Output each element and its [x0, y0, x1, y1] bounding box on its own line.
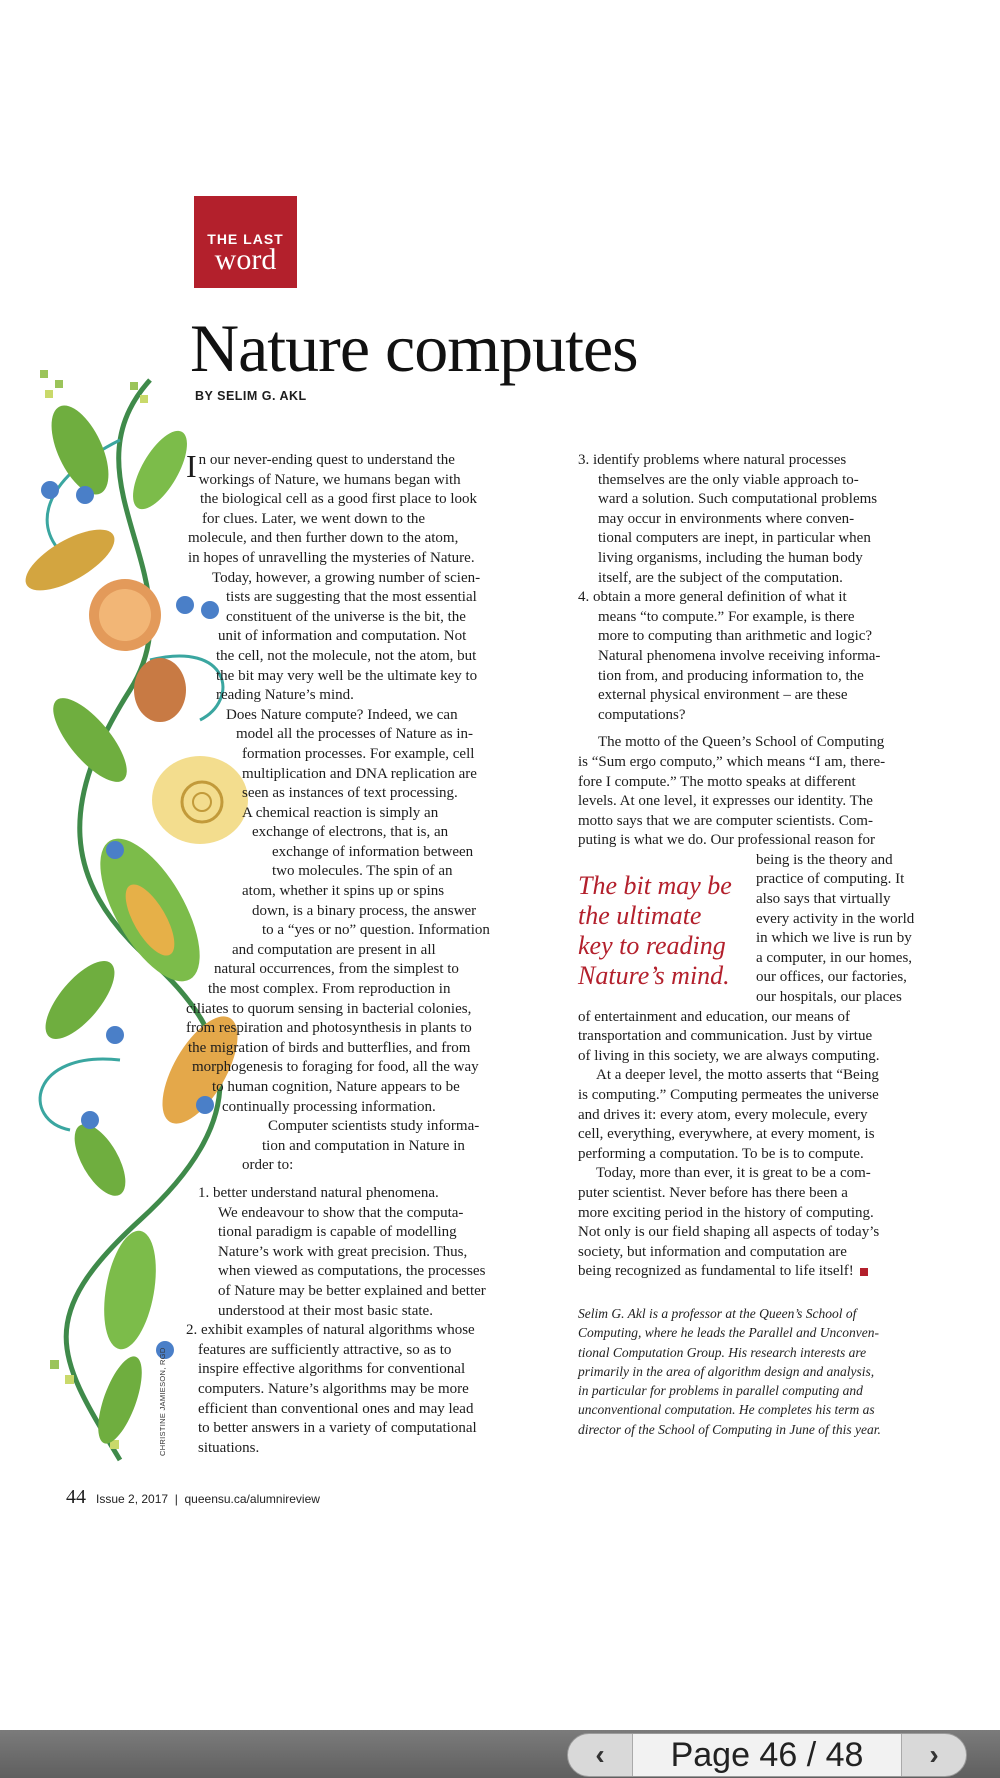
- text-line: tional Computation Group. His research interests are: [578, 1344, 867, 1360]
- text-line: more exciting period in the history of computing.: [578, 1204, 874, 1221]
- text-line: being is the theory and: [756, 851, 893, 868]
- text-line: molecule, and then further down to the atom,: [188, 530, 459, 547]
- text-line: multiplication and DNA replication are: [242, 765, 477, 782]
- text-line: of entertainment and education, our means of: [578, 1008, 850, 1025]
- text-line: natural occurrences, from the simplest to: [214, 961, 459, 978]
- text-line: situations.: [198, 1439, 260, 1456]
- pull-quote-line: Nature’s mind.: [578, 961, 730, 990]
- text-line: unconventional computation. He completes his term as: [578, 1402, 875, 1418]
- text-line: Not only is our field shaping all aspects of today’s: [578, 1224, 880, 1241]
- page-number: 44: [66, 1486, 86, 1508]
- text-line: the biological cell as a good first place to look: [200, 491, 478, 508]
- pull-quote: [578, 871, 738, 991]
- text-line: constituent of the universe is the bit, the: [226, 608, 466, 625]
- section-badge: [194, 196, 297, 288]
- text-line: the migration of birds and butterflies, and from: [188, 1039, 471, 1056]
- text-line: for clues. Later, we went down to the: [202, 510, 426, 527]
- text-line: features are sufficiently attractive, so as to: [198, 1341, 452, 1358]
- text-line: themselves are the only viable approach to-: [598, 471, 859, 488]
- text-line: when viewed as computations, the processes: [218, 1263, 486, 1280]
- text-line: At a deeper level, the motto asserts that “Being: [596, 1067, 879, 1084]
- text-line: transportation and communication. Just by virtue: [578, 1028, 873, 1045]
- text-line: tists are suggesting that the most essential: [226, 589, 477, 606]
- text-line: computations?: [598, 706, 686, 723]
- text-line: fore I compute.” The motto speaks at different: [578, 773, 856, 790]
- text-line: a computer, in our homes,: [756, 949, 913, 966]
- page-indicator[interactable]: Page 46 / 48: [632, 1734, 902, 1776]
- text-line: reading Nature’s mind.: [216, 687, 354, 704]
- text-line: Does Nature compute? Indeed, we can: [226, 706, 458, 723]
- right-column-text-top: [578, 451, 938, 851]
- text-line: primarily in the area of algorithm design and analysis,: [578, 1363, 875, 1379]
- text-line: [186, 1176, 560, 1184]
- text-line: down, is a binary process, the answer: [252, 902, 477, 919]
- next-page-button[interactable]: ›: [929, 1739, 939, 1770]
- text-line: order to:: [242, 1157, 294, 1174]
- text-line: being recognized as fundamental to life itself!: [578, 1262, 938, 1282]
- text-line: to a “yes or no” question. Information: [262, 922, 490, 939]
- text-line: cell, everything, everywhere, at every moment, is: [578, 1126, 875, 1143]
- illustration-credit: CHRISTINE JAMIESON, RGD: [158, 1347, 167, 1456]
- text-line: exchange of information between: [272, 843, 474, 860]
- text-line: itself, are the subject of the computation.: [598, 569, 843, 586]
- text-line: 1. better understand natural phenomena.: [198, 1184, 439, 1201]
- text-line: continually processing information.: [222, 1098, 436, 1115]
- text-line: Today, more than ever, it is great to be a com-: [596, 1165, 871, 1182]
- text-line: tional computers are inept, in particular when: [598, 530, 871, 547]
- text-line: Computer scientists study informa-: [268, 1118, 480, 1135]
- text-line: also says that virtually: [756, 891, 891, 908]
- text-line: to human cognition, Nature appears to be: [212, 1079, 460, 1095]
- text-line: of living in this society, we are always computing.: [578, 1047, 880, 1064]
- right-column-text-bottom: [578, 1008, 938, 1282]
- byline: BY SELIM G. AKL: [195, 389, 307, 403]
- section-badge-line2: word: [214, 243, 277, 276]
- text-line: [578, 725, 938, 733]
- text-line: and computation are present in all: [232, 941, 436, 958]
- text-line: our offices, our factories,: [756, 969, 907, 986]
- text-line: 2. exhibit examples of natural algorithms whose: [186, 1322, 475, 1339]
- text-line: director of the School of Computing in June of this year.: [578, 1421, 881, 1437]
- text-line: to better answers in a variety of computational: [198, 1420, 477, 1437]
- text-line: in which we live is run by: [756, 930, 912, 947]
- pull-quote-line: key to reading: [578, 931, 726, 960]
- text-line: Computing, where he leads the Parallel and Unconven-: [578, 1325, 879, 1341]
- text-line: means “to compute.” For example, is there: [598, 608, 855, 625]
- article-left-column: [186, 448, 560, 1458]
- text-line: every activity in the world: [756, 910, 915, 927]
- text-line: of Nature may be better explained and better: [218, 1282, 486, 1299]
- text-line: morphogenesis to foraging for food, all the way: [192, 1059, 479, 1076]
- pull-quote-line: The bit may be: [578, 871, 732, 900]
- left-column-text: [186, 448, 560, 1458]
- author-bio: [578, 1304, 943, 1439]
- text-line: The motto of the Queen’s School of Computing: [598, 734, 885, 751]
- text-line: A chemical reaction is simply an: [242, 804, 439, 821]
- text-line: may occur in environments where conven-: [598, 510, 855, 527]
- text-line: seen as instances of text processing.: [242, 785, 458, 802]
- text-line: is computing.” Computing permeates the universe: [578, 1087, 879, 1103]
- text-line: unit of information and computation. Not: [218, 628, 467, 645]
- text-line: is “Sum ergo computo,” which means “I am, there-: [578, 753, 886, 770]
- text-line: in particular for problems in parallel computing and: [578, 1383, 863, 1399]
- text-line: the bit may very well be the ultimate key to: [216, 667, 478, 684]
- text-line: puting is what we do. Our professional reason for: [578, 832, 876, 849]
- text-line: atom, whether it spins up or spins: [242, 883, 445, 900]
- pull-quote-line: the ultimate: [578, 901, 702, 930]
- right-column-text-narrow: [756, 851, 938, 1008]
- end-mark-icon: [860, 1268, 868, 1276]
- text-line: 3. identify problems where natural processes: [578, 452, 847, 468]
- text-line: workings of Nature, we humans began with: [198, 471, 461, 488]
- text-line: society, but information and computation are: [578, 1243, 847, 1260]
- text-line: ciliates to quorum sensing in bacterial colonies,: [186, 1000, 472, 1017]
- text-line: Nature’s work with great precision. Thus,: [218, 1243, 468, 1260]
- text-line: Selim G. Akl is a professor at the Queen’s School of: [578, 1306, 857, 1321]
- text-line: the cell, not the molecule, not the atom, but: [216, 647, 477, 664]
- issue-info: Issue 2, 2017 | queensu.ca/alumnireview: [96, 1492, 320, 1506]
- previous-page-button[interactable]: ‹: [595, 1739, 605, 1770]
- text-line: understood at their most basic state.: [218, 1302, 433, 1319]
- text-line: computers. Nature’s algorithms may be more: [198, 1380, 469, 1397]
- text-line: n our never-ending quest to understand the: [198, 452, 455, 468]
- text-line: We endeavour to show that the computa-: [218, 1204, 464, 1221]
- text-line: performing a computation. To be is to compute.: [578, 1145, 864, 1162]
- text-line: exchange of electrons, that is, an: [252, 824, 449, 841]
- text-line: tion from, and producing information to, the: [598, 667, 864, 684]
- text-line: living organisms, including the human body: [598, 549, 863, 566]
- text-line: more to computing than arithmetic and logic?: [598, 628, 873, 645]
- article-right-column: [578, 451, 938, 1282]
- drop-cap: I: [186, 448, 197, 484]
- section-badge-line1: THE LAST: [207, 231, 284, 247]
- text-line: levels. At one level, it expresses our identity. The: [578, 793, 873, 810]
- text-line: Today, however, a growing number of scien-: [212, 569, 481, 586]
- text-line: our hospitals, our places: [756, 989, 902, 1006]
- text-line: puter scientist. Never before has there been a: [578, 1184, 848, 1201]
- text-line: tion and computation in Nature in: [262, 1137, 465, 1154]
- text-line: inspire effective algorithms for conventional: [198, 1361, 466, 1378]
- text-line: tional paradigm is capable of modelling: [218, 1224, 457, 1241]
- text-line: efficient than conventional ones and may lead: [198, 1400, 474, 1417]
- page-footer: [66, 1486, 320, 1509]
- text-line: Natural phenomena involve receiving informa-: [598, 647, 881, 664]
- text-line: model all the processes of Nature as in-: [236, 726, 474, 743]
- text-line: two molecules. The spin of an: [272, 863, 453, 880]
- article-title: Nature computes: [190, 310, 638, 386]
- text-line: and drives it: every atom, every molecule, every: [578, 1106, 868, 1123]
- text-line: motto says that we are computer scientists. Com-: [578, 812, 873, 829]
- text-line: the most complex. From reproduction in: [208, 981, 451, 998]
- text-line: formation processes. For example, cell: [242, 745, 475, 762]
- text-line: 4. obtain a more general definition of what it: [578, 589, 847, 606]
- text-line: in hopes of unravelling the mysteries of Nature.: [188, 549, 475, 566]
- text-line: ward a solution. Such computational problems: [598, 491, 878, 508]
- page-navigator: [567, 1733, 967, 1777]
- text-line: practice of computing. It: [756, 871, 905, 888]
- text-line: from respiration and photosynthesis in plants to: [186, 1020, 472, 1037]
- text-line: external physical environment – are these: [598, 687, 848, 704]
